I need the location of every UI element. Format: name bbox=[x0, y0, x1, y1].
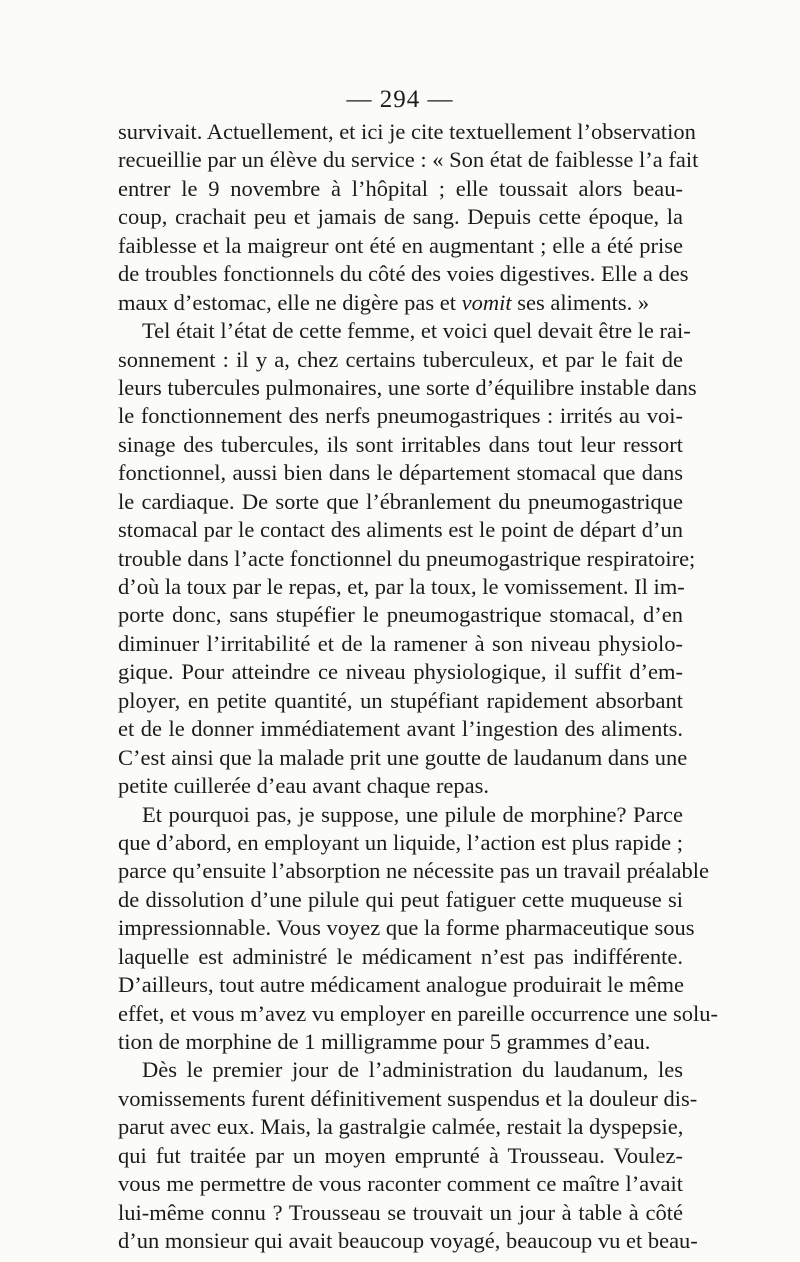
text-line: parce qu’ensuite l’absorption ne nécessite pas un travail préalable bbox=[118, 858, 710, 884]
text-line: Dès le premier jour de l’administration du laudanum, les bbox=[142, 1057, 683, 1083]
text-line: diminuer l’irritabilité et de la ramener à son niveau physiolo- bbox=[118, 630, 683, 656]
text-line: stomacal par le contact des aliments est le point de départ d’un bbox=[118, 517, 683, 543]
text-line: lui-même connu ? Trousseau se trouvait un jour à table à côté bbox=[118, 1199, 683, 1225]
text-line: porte donc, sans stupéfier le pneumogastrique stomacal, d’en bbox=[118, 602, 683, 628]
text-line: coup, crachait peu et jamais de sang. Depuis cette époque, la bbox=[118, 204, 683, 230]
text-line: vous me permettre de vous raconter comment ce maître l’avait bbox=[118, 1171, 683, 1197]
text-line: recueillie par un élève du service : « Son état de faiblesse l’a fait bbox=[118, 147, 699, 173]
page-number: — 294 — bbox=[346, 86, 454, 113]
text-line: vomissements furent définitivement suspendus et la douleur dis- bbox=[118, 1085, 698, 1111]
text-line: le cardiaque. De sorte que l’ébranlement du pneumogastrique bbox=[118, 488, 683, 514]
text-line bbox=[118, 289, 683, 317]
body-text bbox=[118, 118, 718, 1256]
italic-word: vomit bbox=[461, 289, 512, 315]
text-line: de dissolution d’une pilule qui peut fatiguer cette muqueuse si bbox=[118, 886, 683, 912]
text-line: qui fut traitée par un moyen emprunté à Trousseau. Voulez- bbox=[118, 1142, 683, 1168]
text-line: survivait. Actuellement, et ici je cite textuellement l’observation bbox=[118, 119, 696, 144]
text-line: Tel était l’état de cette femme, et voici quel devait être le rai- bbox=[142, 318, 691, 344]
text-line: gique. Pour atteindre ce niveau physiologique, il suffit d’em- bbox=[118, 659, 683, 685]
text-line: le fonctionnement des nerfs pneumogastriques : irrités au voi- bbox=[118, 403, 683, 429]
text-line: faiblesse et la maigreur ont été en augmentant ; elle a été prise bbox=[118, 232, 683, 258]
text-line: entrer le 9 novembre à l’hôpital ; elle toussait alors beau- bbox=[118, 175, 683, 201]
text-line: Et pourquoi pas, je suppose, une pilule de morphine? Parce bbox=[142, 801, 683, 827]
text-line: tion de morphine de 1 milligramme pour 5 grammes d’eau. bbox=[118, 1029, 651, 1054]
text-line: sinage des tubercules, ils sont irritables dans tout leur ressort bbox=[118, 431, 683, 457]
text-line: laquelle est administré le médicament n’est pas indifférente. bbox=[118, 943, 683, 969]
text-line: d’où la toux par le repas, et, par la toux, le vomissement. Il im- bbox=[118, 574, 685, 599]
text-line: parut avec eux. Mais, la gastralgie calmée, restait la dyspepsie, bbox=[118, 1114, 684, 1140]
text-line: et de le donner immédiatement avant l’ingestion des aliments. bbox=[118, 716, 683, 742]
text-line: ployer, en petite quantité, un stupéfiant rapidement absorbant bbox=[118, 687, 683, 713]
text-line: D’ailleurs, tout autre médicament analogue produirait le même bbox=[118, 972, 685, 998]
text-line: que d’abord, en employant un liquide, l’action est plus rapide ; bbox=[118, 829, 683, 855]
text-segment: maux d’estomac, elle ne digère pas et bbox=[118, 289, 462, 315]
text-line: leurs tubercules pulmonaires, une sorte d’équilibre instable dans bbox=[118, 374, 697, 400]
text-line: fonctionnel, aussi bien dans le département stomacal que dans bbox=[118, 460, 683, 486]
text-line: effet, et vous m’avez vu employer en pareille occurrence une solu- bbox=[118, 1000, 718, 1026]
text-line: d’un monsieur qui avait beaucoup voyagé, beaucoup vu et beau- bbox=[118, 1228, 698, 1254]
text-line: C’est ainsi que la malade prit une goutte de laudanum dans une bbox=[118, 744, 688, 770]
text-segment: ses aliments. » bbox=[511, 289, 650, 315]
text-line: impressionnable. Vous voyez que la forme pharmaceutique sous bbox=[118, 915, 695, 941]
text-line: de troubles fonctionnels du côté des voies digestives. Elle a des bbox=[118, 261, 689, 287]
text-line: sonnement : il y a, chez certains tuberculeux, et par le fait de bbox=[118, 346, 683, 372]
text-line: trouble dans l’acte fonctionnel du pneumogastrique respiratoire; bbox=[118, 545, 696, 571]
text-line: petite cuillerée d’eau avant chaque repas. bbox=[118, 773, 490, 799]
